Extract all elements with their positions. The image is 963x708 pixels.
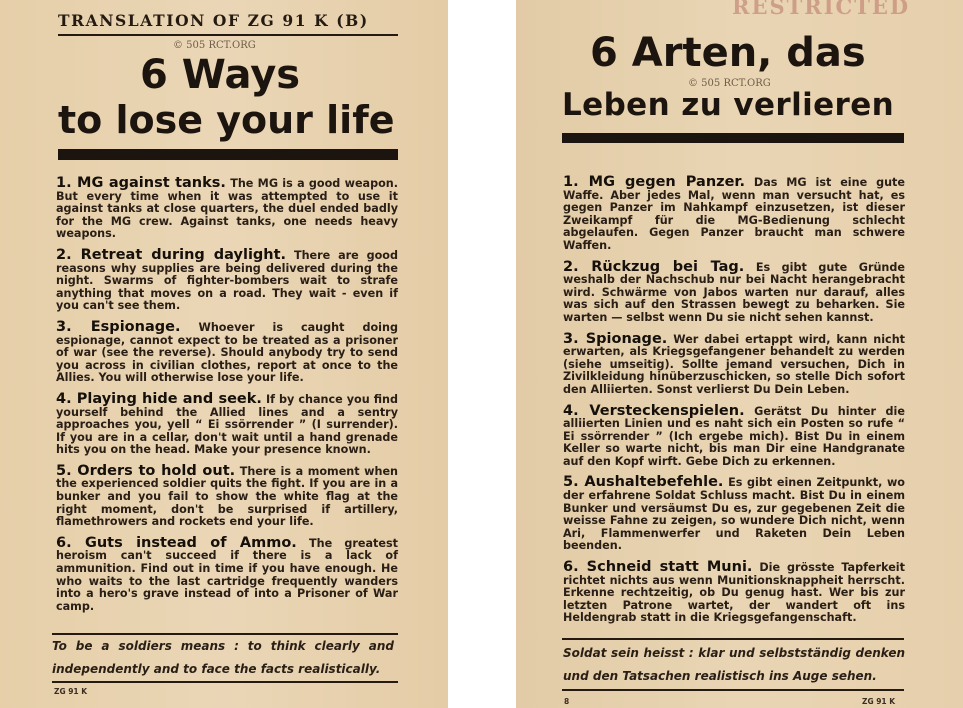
list-item — [56, 318, 398, 385]
list-item — [56, 246, 398, 313]
motto-bottom-rule — [52, 681, 398, 683]
item-text: Whoever is caught doing espionage, cannot expect to be treated as a prisoner of war (see the reverse). Should anybody try to send you across in civilian clothes, report at once to the Allies. You will otherwise lose your life. — [56, 320, 398, 385]
footer-code: ZG 91 K — [862, 697, 896, 706]
item-heading: 5. Aushaltebefehle. — [563, 474, 724, 491]
motto: Soldat sein heisst : klar und selbstständig denken und den Tatsachen realistisch ins Auge sehen. — [563, 646, 905, 683]
item-text: If by chance you find yourself behind the Allied lines and a sentry approaches you, yell “ Ei ssörrender ” (I surrender). If you are in a cellar, don't wait until a hand grenade hits you on the head. Make your presence known. — [56, 392, 398, 457]
item-text: Wer dabei ertappt wird, kann nicht erwarten, als Kriegsgefangener behandelt zu werden (siehe umseitig). Sollte jemand versuchen, Dich in Zivilkleidung hinüberzuschicken, so stelle Dich sofort den Alliierten. Sonst verlierst Du Dein Leben. — [563, 332, 906, 396]
list-item — [563, 561, 905, 625]
item-heading: 3. Spionage. — [563, 330, 668, 347]
item-text: There is a moment when the experienced soldier quits the fight. If you are in a bunker and you fail to show the white flag at the right moment, don't be surprised if artillery, flamethrowers and rockets end your life. — [56, 464, 398, 529]
list-item — [56, 390, 398, 457]
list-item — [563, 476, 905, 553]
motto-bottom-rule — [562, 689, 904, 691]
watermark: © 505 RCT.ORG — [173, 40, 256, 51]
translation-header: TRANSLATION OF ZG 91 K (B) — [58, 11, 369, 30]
item-heading: 2. Retreat during daylight. — [56, 246, 287, 263]
item-heading: 6. Guts instead of Ammo. — [56, 534, 297, 551]
item-heading: 3. Espionage. — [56, 318, 181, 335]
items-list — [56, 177, 398, 621]
list-item — [563, 330, 906, 397]
list-item — [56, 534, 398, 614]
leaflet-german-page — [516, 0, 963, 708]
footer-page-number: 8 — [564, 697, 570, 706]
item-heading: 1. MG gegen Panzer. — [563, 174, 746, 190]
motto: To be a soldiers means : to think clearly and independently and to face the facts realistically. — [52, 639, 394, 676]
item-text: The MG is a good weapon. But every time when it was attempted to use it against tanks at close quarters, the duel ended badly for the MG crew. Against tanks, one needs heavy weapons. — [56, 177, 398, 241]
items-list — [563, 176, 905, 633]
item-heading: 6. Schneid statt Muni. — [563, 559, 753, 576]
title-line-1: 6 Arten, das — [590, 30, 866, 76]
watermark: © 505 RCT.ORG — [688, 78, 771, 89]
title-rule — [58, 149, 398, 160]
page-gap — [448, 0, 516, 708]
footer-code: ZG 91 K — [54, 687, 88, 696]
item-heading: 5. Orders to hold out. — [56, 462, 236, 479]
header-rule — [58, 34, 398, 36]
item-text: Die grösste Tapferkeit richtet nichts aus wenn Munitionsknappheit herrscht. Erkenne rechtzeitig, ob Du genug hast. Wer bis zur letzten Patrone wartet, der wandert oft ins Heldengrab statt in die Kriegsgefangenschaft. — [563, 561, 905, 625]
item-text: The greatest heroism can't succeed if there is a lack of ammunition. Find out in time if you have enough. He who waits to the last cartridge frequently wanders into a hero's grave instead of into a Prisoner of War camp. — [56, 536, 398, 613]
title-line-2: Leben zu verlieren — [562, 87, 895, 123]
item-heading: 2. Rückzug bei Tag. — [563, 258, 745, 275]
item-text: Es gibt einen Zeitpunkt, wo der erfahrene Soldat Schluss macht. Bist Du in einem Bunker und versäumst Du es, zur gegebenen Zeit die weisse Fahne zu zeigen, so wundere Dich nicht, wenn Ari, Flammenwerfer und Raketen Dein Leben beenden. — [563, 476, 905, 553]
item-text: Gerätst Du hinter die alliierten Linien und es naht sich ein Posten so rufe “ Ei ssörrender ” (Ich ergebe mich). Bist Du in einem Keller so warte nicht, bis man Dir eine Handgranate auf den Kopf wirft. Gebe Dich zu erkennen. — [563, 404, 905, 468]
list-item — [56, 177, 398, 241]
leaflet-english-page — [0, 0, 448, 708]
list-item — [563, 402, 905, 469]
restricted-stamp: RESTRICTED — [732, 0, 911, 19]
title-line-2: to lose your life — [58, 98, 395, 142]
item-text: There are good reasons why supplies are being delivered during the night. Swarms of fighter-bombers wait to strafe anything that moves on a road. They wait - even if you can't see them. — [56, 248, 398, 313]
motto-top-rule — [562, 638, 904, 640]
item-text: Das MG ist eine gute Waffe. Aber jedes Mal, wenn man versucht hat, es gegen Panzer im Nahkampf einzusetzen, ist dieser Zweikampf für die MG-Bedienung schlecht abgelaufen. Gegen Panzer braucht man schwere Waffen. — [563, 176, 905, 252]
list-item — [56, 462, 398, 529]
item-heading: 4. Playing hide and seek. — [56, 390, 262, 407]
item-heading: 1. MG against tanks. — [56, 175, 226, 191]
title-line-1: 6 Ways — [140, 52, 301, 98]
title-rule — [562, 133, 904, 143]
item-text: Es gibt gute Gründe weshalb der Nachschub nur bei Nacht herangebracht wird. Schwärme von Jabos warten nur darauf, alles was sich auf den Strassen bewegt zu beharken. Sie warten — selbst wenn Du sie nicht sehen kannst. — [563, 260, 905, 324]
list-item — [563, 176, 905, 253]
list-item — [563, 258, 905, 325]
item-heading: 4. Versteckenspielen. — [563, 402, 745, 419]
